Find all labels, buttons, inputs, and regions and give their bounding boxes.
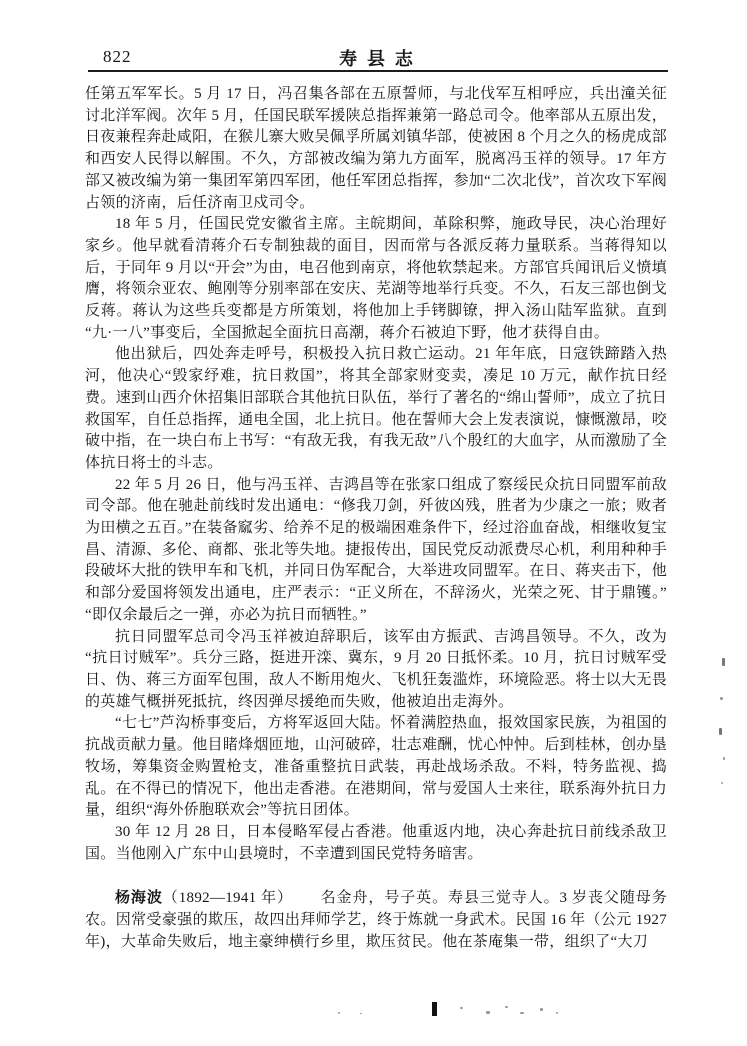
scan-speck	[486, 1011, 490, 1014]
paragraph-6: “七七”芦沟桥事变后，方将军返回大陆。怀着满腔热血，报效国家民族，为祖国的抗战贡献力量。他目睹烽烟匝地，山河破碎，壮志难酬，忧心忡忡。后到桂林，创办垦牧场，筹集资金购置枪支，准备重整抗日武装，再赴战场杀敌。不料，特务监视、捣乱。在不得已的情况下，他出走香港。在港期间，常与爱国人士来往，联系海外抗日力量，组织“海外侨胞联欢会”等抗日团体。	[85, 715, 667, 819]
paragraph-2: 18 年 5 月，任国民党安徽省主席。主皖期间，革除积弊，施政导民，决心治理好家乡。他早就看清蒋介石专制独裁的面目，因而常与各派反蒋力量联系。当蒋得知以后，于同年 9 月以“开会”为由，电召他到南京，将他软禁起来。方部官兵闻讯后义愤填膺，将领佘亚农、鲍刚等分别率部在安庆、芜湖等地举行兵变。不久，石友三部也倒戈反蒋。蒋认为这些兵变都是方所策划，将他加上手铐脚镣，押入汤山陆军监狱。直到“九·一八”事变后，全国掀起全面抗日高潮，蒋介石被迫下野，他才获得自由。	[85, 216, 667, 341]
biography-name: 杨海波	[115, 889, 163, 907]
paragraph-7: 30 年 12 月 28 日，日本侵略军侵占香港。他重返内地，决心奔赴抗日前线杀敌卫国。当他刚入广东中山县境时，不幸遭到国民党特务暗害。	[85, 823, 667, 862]
scan-speck-edge	[722, 658, 725, 666]
scan-speck	[556, 1012, 558, 1014]
scan-speck-edge	[720, 697, 723, 700]
biography-dates: （1892—1941 年）	[162, 890, 293, 907]
paragraph-5: 抗日同盟军总司令冯玉祥被迫辞职后，该军由方振武、吉鸿昌领导。不久，改为“抗日讨贼军”。兵分三路，挺进开滦、冀东，9 月 20 日抵怀柔。10 月，抗日讨贼军受日、伪、蒋三方面军包围，敌人不断用炮火、飞机狂轰滥炸，环境险恶。将士以大无畏的英雄气概拼死抵抗，终因弹尽援绝而失败，他被迫出走海外。	[85, 628, 667, 710]
scan-speck-edge	[721, 782, 723, 784]
paragraph-1: 任第五军军长。5 月 17 日，冯召集各部在五原誓师，与北伐军互相呼应，兵出潼关征讨北洋军阀。次年 5 月，任国民联军援陕总指挥兼第一路总司令。他率部从五原出发，日夜兼程奔赴咸阳，在猴儿寨大败吴佩孚所属刘镇华部，使被困 8 个月之久的杨虎成部和西安人民得以解围。不久，方部被改编为第九方面军，脱离冯玉祥的领导。17 年方部又被改编为第一集团军第四军团，他任军团总指挥，参加“二次北伐”，首次攻下军阀占领的济南，后任济南卫戍司令。	[85, 86, 668, 211]
scan-speck	[520, 1012, 524, 1014]
page-header	[85, 44, 667, 68]
scan-speck	[460, 1007, 463, 1009]
header-rule	[88, 70, 668, 72]
scan-speck	[505, 1006, 508, 1008]
biography-text: 名金舟，号子英。寿县三觉寺人。3 岁丧父随母务农。因常受豪强的欺压，故四出拜师学艺，终于炼就一身武术。民国 16 年（公元 1927 年)，大革命失败后，地主豪绅横行乡里，欺压贫民。他在茶庵集一带，组织了“大刀	[85, 890, 667, 950]
body-text	[85, 84, 667, 953]
scan-speck	[360, 1013, 362, 1014]
paragraph-3: 他出狱后，四处奔走呼号，积极投入抗日救亡运动。21 年年底，日寇铁蹄踏入热河，他决心“毁家纾难，抗日救国”，将其全部家财变卖，凑足 10 万元，献作抗日经费。速到山西介休招集旧部联合其他抗日队伍，举行了著名的“绵山誓师”，成立了抗日救国军，自任总指挥，通电全国，北上抗日。他在誓师大会上发表演说，慷慨激昂，咬破中指，在一块白布上书写：“有敌无我，有我无敌”八个殷红的大血字，从而激励了全体抗日将士的斗志。	[85, 346, 667, 471]
biography-entry	[85, 887, 667, 953]
scan-speck-edge	[719, 728, 722, 735]
scan-speck-edge	[723, 757, 725, 760]
book-title: 寿县志	[339, 49, 423, 69]
paragraph-4: 22 年 5 月 26 日，他与冯玉祥、吉鸿昌等在张家口组成了察绥民众抗日同盟军前敌司令部。他在驰赴前线时发出通电：“修我刀剑，歼彼凶残，胜者为少康之一旅；败者为田横之五百。”在装备窳劣、给养不足的极端困难条件下，经过浴血奋战，相继收复宝昌、清源、多伦、商都、张北等失地。捷报传出，国民党反动派费尽心机，利用种种手段破坏大批的铁甲车和飞机，并同日伪军配合，大举进攻同盟军。在日、蒋夹击下，他和部分爱国将领发出通电，庄严表示：“正义所在，不辞汤火，光荣之死、甘于鼎镬。”“即仅余最后之一弹，亦必为抗日而牺牲。”	[85, 476, 667, 623]
scan-speck	[540, 1008, 543, 1011]
scan-artifact-bar	[432, 1002, 437, 1016]
scan-speck	[338, 1012, 340, 1014]
page-number: 822	[103, 47, 132, 66]
